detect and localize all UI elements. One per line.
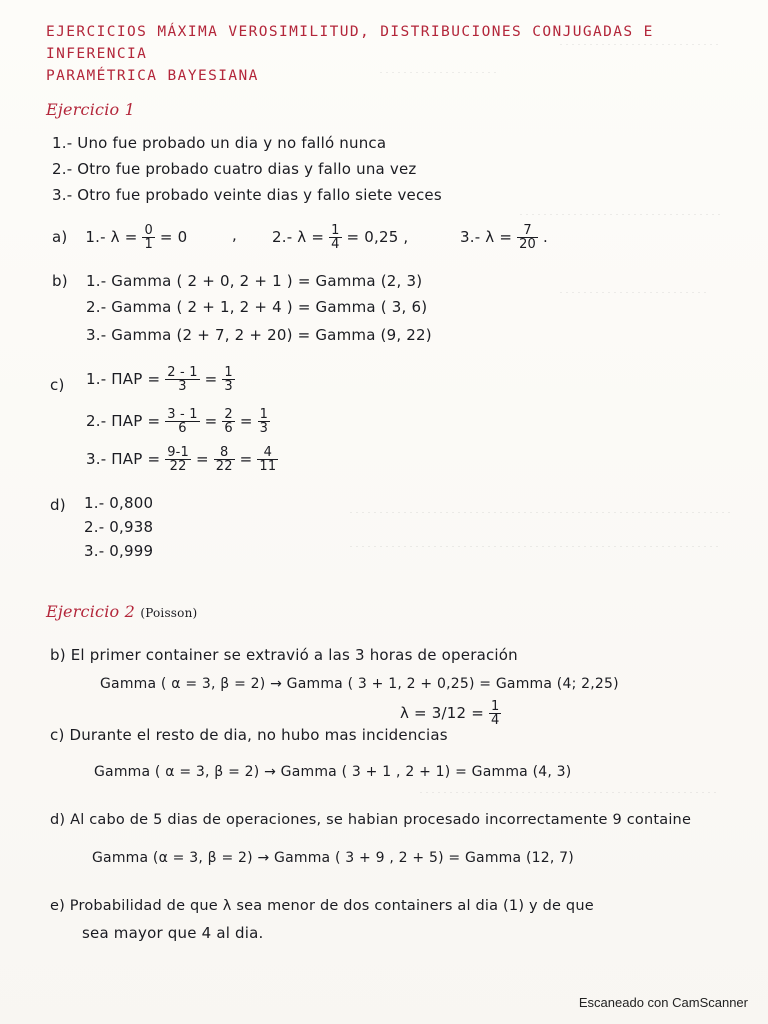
c2-fraction-2: $\frac{2}{6}$ — [224, 407, 233, 436]
ex1-item-2: 2.- Otro fue probado cuatro dias y fallo una vez — [52, 160, 417, 178]
a1-fraction: $\frac{0}{1}$ — [144, 223, 153, 252]
d-line-1: 1.- 0,800 — [84, 494, 154, 512]
c1-fraction: $\frac{2 - 1}{3}$ — [167, 365, 198, 394]
a2-fraction: $\frac{1}{4}$ — [331, 223, 340, 252]
a3-result: . — [543, 228, 548, 246]
c2-fraction: $\frac{3 - 1}{6}$ — [167, 407, 198, 436]
ex2-b-lambda — [400, 700, 501, 727]
part-b-label: b) — [52, 272, 68, 290]
b-line-2: 2.- Gamma ( 2 + 1, 2 + 4 ) = Gamma ( 3, 6) — [86, 298, 428, 316]
b-line-1: 1.- Gamma ( 2 + 0, 2 + 1 ) = Gamma (2, 3) — [86, 272, 423, 290]
d-line-3: 3.- 0,999 — [84, 542, 154, 560]
c3-equals-2: = — [239, 450, 253, 468]
c-row-3 — [86, 446, 278, 473]
b-line-3: 3.- Gamma (2 + 7, 2 + 20) = Gamma (9, 22) — [86, 326, 432, 344]
part-d-label: d) — [50, 496, 66, 514]
c3-result: $\frac{4}{11}$ — [259, 445, 277, 474]
ex2-b-formula: Gamma ( α = 3, β = 2) → Gamma ( 3 + 1, 2 + 0,25) = Gamma (4; 2,25) — [100, 676, 619, 692]
c3-label: 3.- ΠAP = — [86, 450, 161, 468]
ex2-d-text: d) Al cabo de 5 dias de operaciones, se habian procesado incorrectamente 9 containe — [50, 812, 692, 828]
c1-label: 1.- ΠAP = — [86, 370, 161, 388]
exercise-1-heading: Ejercicio 1 — [46, 100, 136, 119]
a1-label: 1.- λ = — [85, 228, 138, 246]
exercise-2-title: Ejercicio 2 — [46, 602, 136, 621]
c3-equals: = — [196, 450, 209, 468]
scanner-watermark: Escaneado con CamScanner — [578, 995, 748, 1010]
c3-fraction-2: $\frac{8}{22}$ — [215, 445, 233, 474]
c1-result: $\frac{1}{3}$ — [224, 365, 233, 394]
c2-label: 2.- ΠAP = — [86, 412, 161, 430]
ex2-e-line-1: e) Probabilidad de que λ sea menor de dos containers al dia (1) y de que — [50, 898, 594, 914]
a2-expression — [272, 224, 408, 251]
c2-equals: = — [204, 412, 218, 430]
a2-result: = 0,25 , — [346, 228, 409, 246]
ex1-item-1: 1.- Uno fue probado un dia y no falló nunca — [52, 134, 387, 152]
part-c-label: c) — [50, 376, 65, 394]
a-separator: , — [232, 226, 237, 244]
ex1-part-a — [52, 224, 187, 251]
a3-fraction: $\frac{7}{20}$ — [519, 223, 537, 252]
lambda-fraction: $\frac{1}{4}$ — [490, 699, 500, 728]
ex2-e-line-2: sea mayor que 4 al dia. — [82, 924, 264, 942]
a2-label: 2.- λ = — [272, 228, 325, 246]
title-line-2: PARAMÉTRICA BAYESIANA — [46, 67, 259, 84]
document-title — [46, 22, 726, 87]
ex1-item-3: 3.- Otro fue probado veinte dias y fallo siete veces — [52, 186, 442, 204]
a1-result: = 0 — [159, 228, 188, 246]
ex2-d-formula: Gamma (α = 3, β = 2) → Gamma ( 3 + 9 , 2 + 5) = Gamma (12, 7) — [92, 850, 574, 866]
c-row-2 — [86, 408, 270, 435]
c1-equals: = — [204, 370, 218, 388]
a3-label: 3.- λ = — [460, 228, 513, 246]
title-line-1: EJERCICIOS MÁXIMA VEROSIMILITUD, DISTRIBUCIONES CONJUGADAS E INFERENCIA — [46, 24, 654, 62]
exercise-2-subtitle: (Poisson) — [140, 606, 198, 620]
c3-fraction: $\frac{9-1}{22}$ — [167, 445, 190, 474]
c2-result: $\frac{1}{3}$ — [259, 407, 269, 436]
a3-expression — [460, 224, 548, 251]
c-row-1 — [86, 366, 235, 393]
ex2-c-formula: Gamma ( α = 3, β = 2) → Gamma ( 3 + 1 , 2 + 1) = Gamma (4, 3) — [94, 764, 572, 780]
d-line-2: 2.- 0,938 — [84, 518, 154, 536]
ex2-c-text: c) Durante el resto de dia, no hubo mas incidencias — [50, 726, 448, 744]
part-a-label: a) — [52, 228, 68, 246]
exercise-2-heading — [46, 602, 197, 621]
c2-equals-2: = — [239, 412, 253, 430]
ex2-b-text: b) El primer container se extravió a las 3 horas de operación — [50, 646, 518, 664]
lambda-expression: λ = 3/12 = — [400, 704, 485, 722]
